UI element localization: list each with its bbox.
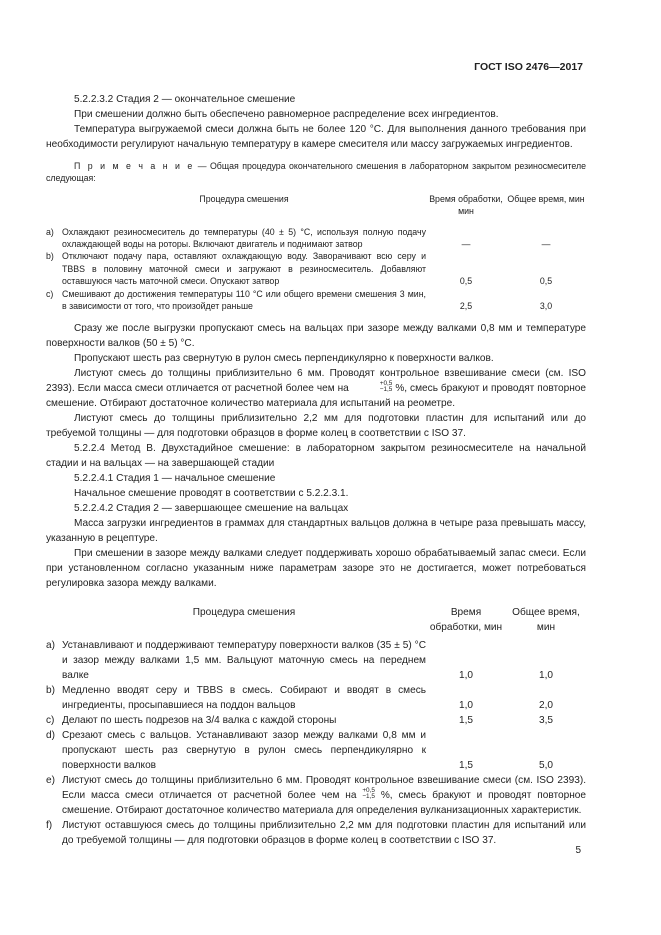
header-procedure: Процедура смешения xyxy=(192,607,296,619)
paragraph: При смешении в зазоре между валками следует поддерживать хорошо обрабатываемый запас смеси. Если при установленном согласно указанным ниже параметрам зазоре это не достигается, может потребоваться регулировка зазора между валками. xyxy=(46,548,586,590)
row-label: а) xyxy=(46,226,54,237)
document-body xyxy=(46,92,586,848)
procedure-table-1 xyxy=(46,193,586,313)
page-number: 5 xyxy=(575,845,581,856)
header-procedure: Процедура смешения xyxy=(199,193,289,204)
paragraph: При смешении должно быть обеспечено равномерное распределение всех ингредиентов. xyxy=(74,109,499,120)
paragraph xyxy=(46,366,586,411)
row-total: 1,0 xyxy=(538,670,554,682)
text-part: Листуют смесь до толщины приблизительно 6 мм. Проводят контрольное взвешивание смеси (см. ISO 2393). Если масса смеси отличается от расчетной более чем на xyxy=(46,368,586,395)
row-time: 1,5 xyxy=(458,715,474,727)
tolerance-upper: +0,5 xyxy=(379,379,393,387)
row-time: 2,5 xyxy=(459,301,473,312)
paragraph: Пропускают шесть раз свернутую в рулон смесь перпендикулярно к поверхности валков. xyxy=(74,353,494,365)
tolerance-lower: −1,5 xyxy=(379,385,393,393)
tolerance-upper: +0,5 xyxy=(362,786,375,794)
row-total: 3,5 xyxy=(538,715,554,727)
paragraph: Сразу же после выгрузки пропускают смесь на вальцах при зазоре между валками 0,8 мм и температуре поверхности валков (50 ± 5) °С. xyxy=(46,323,586,350)
note-text: — Общая процедура окончательного смешения в лабораторном закрытом резиносмесителе следующая: xyxy=(46,161,586,184)
row-time: 0,5 xyxy=(459,276,473,287)
section-title: 5.2.2.4.2 Стадия 2 — завершающее смешение на вальцах xyxy=(74,503,349,515)
row-total: — xyxy=(541,239,551,250)
table-row xyxy=(46,728,586,773)
tolerance xyxy=(352,381,393,393)
table-row xyxy=(46,773,586,818)
row-text: Смешивают до достижения температуры 110 °С или общего времени смешения 3 мин, в зависимости от того, что произойдет раньше xyxy=(62,288,426,312)
row-text: Медленно вводят серу и TBBS в смесь. Собирают и вводят в смесь ингредиенты, просыпавшиеся на поддон вальцов xyxy=(62,685,426,712)
row-label: e) xyxy=(46,775,55,787)
paragraph: Масса загрузки ингредиентов в граммах для стандартных вальцов должна в четыре раза превышать массу, указанную в рецептуре. xyxy=(46,518,586,545)
section-title: 5.2.2.3.2 Стадия 2 — окончательное смешение xyxy=(74,94,296,105)
row-text: Устанавливают и поддерживают температуру поверхности валков (35 ± 5) °С и зазор между валками 1,5 мм. Вальцуют маточную смесь на переднем валке xyxy=(62,640,426,682)
row-text: Делают по шесть подрезов на 3/4 валка с каждой стороны xyxy=(62,715,337,727)
table-row xyxy=(46,250,586,287)
tolerance xyxy=(362,788,375,800)
row-text: Срезают смесь с вальцов. Устанавливают зазор между валками 0,8 мм и пропускают шесть раз свернутую в рулон смесь перпендикулярно к поверхности валков xyxy=(62,730,426,772)
note xyxy=(46,160,586,185)
row-time: 1,0 xyxy=(458,670,474,682)
tolerance-lower: −1,5 xyxy=(362,792,375,800)
text-part: %, смесь бракуют и проводят повторное смешение. Отбирают достаточное количество материала для определения вулканизационных характеристик. xyxy=(62,790,586,817)
row-total: 0,5 xyxy=(539,276,553,287)
table-header xyxy=(46,605,586,635)
header-total: Общее время, мин xyxy=(507,193,585,204)
row-label: d) xyxy=(46,730,55,742)
row-label: c) xyxy=(46,715,55,727)
procedure-table-2 xyxy=(46,605,586,848)
table-row xyxy=(46,288,586,313)
table-row xyxy=(46,226,586,251)
row-time: 1,0 xyxy=(458,700,474,712)
row-text: Листуют оставшуюся смесь до толщины приблизительно 2,2 мм для подготовки пластин для испытаний или до требуемой толщины — для подготовки образцов в форме колец в соответствии с ISO 37. xyxy=(62,820,586,847)
text-part: %, смесь бракуют и проводят повторное смешение. Отбирают достаточное количество материала для испытаний на реометре. xyxy=(46,383,586,410)
row-time: — xyxy=(461,239,471,250)
document-header: ГОСТ ISO 2476—2017 xyxy=(474,61,583,73)
table-row xyxy=(46,818,586,848)
row-label: а) xyxy=(46,640,55,652)
paragraph: Листуют смесь до толщины приблизительно 2,2 мм для подготовки пластин для испытаний или до требуемой толщины — для подготовки образцов в форме колец в соответствии с ISO 37. xyxy=(46,413,586,440)
header-time: Время обработки, мин xyxy=(429,607,503,634)
row-total: 2,0 xyxy=(538,700,554,712)
row-label: f) xyxy=(46,820,53,832)
table-row xyxy=(46,683,586,713)
table-header xyxy=(46,193,586,218)
paragraph: Начальное смешение проводят в соответствии с 5.2.2.3.1. xyxy=(74,488,349,500)
row-total: 3,0 xyxy=(539,301,553,312)
row-text: Отключают подачу пара, оставляют охлаждающую воду. Заворачивают всю серу и TBBS в половину маточной смеси и загружают в резиносмеситель. Добавляют оставшуюся часть маточной смеси. Опускают затвор xyxy=(62,251,426,287)
table-row xyxy=(46,713,586,728)
header-total: Общее время, мин xyxy=(512,607,580,634)
note-label: П р и м е ч а н и е xyxy=(74,161,195,171)
text-part: Листуют смесь до толщины приблизительно 6 мм. Проводят контрольное взвешивание смеси (см. ISO 2393). Если масса смеси отличается от расчетной более чем на xyxy=(62,775,586,802)
paragraph: Температура выгружаемой смеси должна быть не более 120 °С. Для выполнения данного требования при необходимости регулируют начальную температуру в камере смесителя или массу загружаемых ингредиентов. xyxy=(46,124,586,150)
section-title: 5.2.2.4.1 Стадия 1 — начальное смешение xyxy=(74,473,276,485)
row-label: b) xyxy=(46,251,54,262)
paragraph: 5.2.2.4 Метод В. Двухстадийное смешение: в лабораторном закрытом резиносмесителе на начальной стадии и на вальцах — на завершающей стадии xyxy=(46,443,586,470)
row-label: b) xyxy=(46,685,55,697)
row-total: 5,0 xyxy=(538,760,554,772)
row-label: c) xyxy=(46,288,54,299)
row-text: Охлаждают резиносмеситель до температуры (40 ± 5) °С, используя полную подачу охлаждающей воды на роторы. Включают двигатель и поднимают затвор xyxy=(62,226,426,250)
table-row xyxy=(46,638,586,683)
row-time: 1,5 xyxy=(458,760,474,772)
header-time: Время обработки, мин xyxy=(429,193,503,217)
row-text xyxy=(62,773,586,818)
